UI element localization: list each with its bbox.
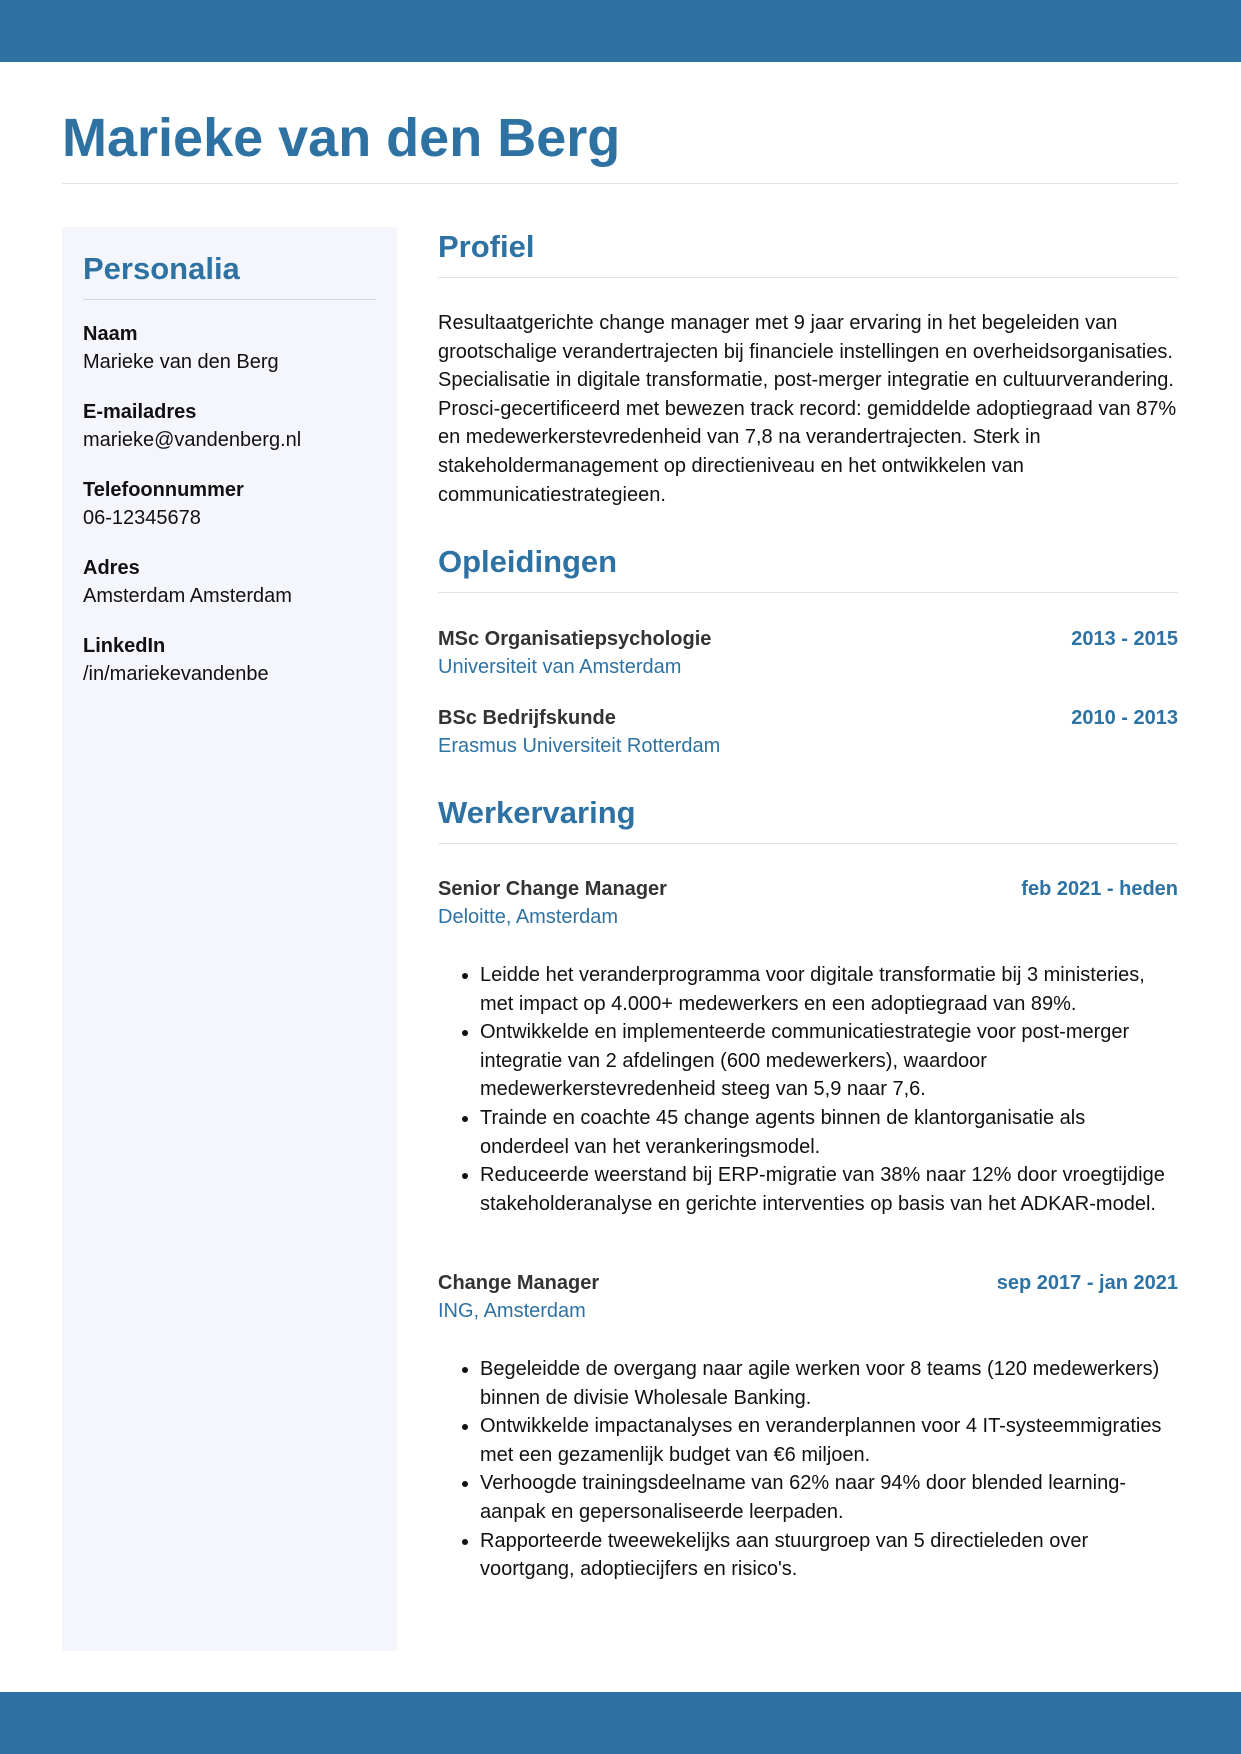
list-item: • Ontwikkelde impactanalyses en veranderplannen voor 4 IT-systeemmigraties met een gezamenlijk budget van €6 miljoen. [480,1412,1178,1469]
section-title-experience: Werkervaring [438,795,636,830]
list-item: • Reduceerde weerstand bij ERP-migratie van 38% naar 12% door vroegtijdige stakeholderanalyse en gerichte interventies op basis van het ADKAR-model. [480,1161,1178,1218]
field-value[interactable]: /in/mariekevandenbe [83,663,269,685]
sidebar-title: Personalia [83,251,240,286]
field-email [83,398,383,454]
field-label: E-mailadres [83,401,197,423]
field-label: Adres [83,557,140,579]
education-dates: 2010 - 2013 [1071,707,1178,729]
experience-dates: sep 2017 - jan 2021 [996,1272,1178,1294]
section-divider [438,277,1178,278]
profile-summary: Resultaatgerichte change manager met 9 jaar ervaring in het begeleiden van grootschalige verandertrajecten bij financiele instellingen en overheidsorganisaties. Specialisatie in digitale transformatie, post-merger integratie en cultuurverandering. Prosci-gecertificeerd met bewezen track record: gemiddelde adoptiegraad van 87% en medewerkerstevredenheid van 7,8 na verandertrajecten. Sterk in stakeholdermanagement op directieniveau en het ontwikkelen van communicatiestrategieen. [438,312,1177,506]
experience-bullets [438,1355,1178,1584]
section-title-profile: Profiel [438,229,535,264]
field-value: Marieke van den Berg [83,351,279,373]
list-item: • Trainde en coachte 45 change agents binnen de klantorganisatie als onderdeel van het verankeringsmodel. [480,1104,1178,1161]
experience-role: Senior Change Manager [438,878,667,900]
field-label: Telefoonnummer [83,479,244,501]
education-entry [438,704,1178,760]
field-label: LinkedIn [83,635,166,657]
experience-bullets [438,961,1178,1218]
education-entry [438,625,1178,681]
education-degree: MSc Organisatiepsychologie [438,628,712,650]
list-item: • Leidde het veranderprogramma voor digitale transformatie bij 3 ministeries, met impact op 4.000+ medewerkers en een adoptiegraad van 89%. [480,961,1178,1018]
sidebar-divider [83,299,376,300]
list-item: • Begeleidde de overgang naar agile werken voor 8 teams (120 medewerkers) binnen de divisie Wholesale Banking. [480,1355,1178,1412]
top-banner [0,0,1241,62]
experience-company: Deloitte, Amsterdam [438,906,619,928]
list-item: • Rapporteerde tweewekelijks aan stuurgroep van 5 directieleden over voortgang, adoptiecijfers en risico's. [480,1527,1178,1584]
list-item: • Ontwikkelde en implementeerde communicatiestrategie voor post-merger integratie van 2 afdelingen (600 medewerkers), waardoor medewerkerstevredenheid steeg van 5,9 naar 7,6. [480,1018,1178,1104]
field-address [83,554,383,610]
field-value: 06-12345678 [83,507,201,529]
candidate-name: Marieke van den Berg [62,108,621,168]
field-linkedin [83,632,383,688]
field-phone [83,476,383,532]
name-divider [62,183,1178,184]
section-divider [438,592,1178,593]
experience-role: Change Manager [438,1272,600,1294]
education-dates: 2013 - 2015 [1071,628,1178,650]
experience-company: ING, Amsterdam [438,1300,586,1322]
list-item: • Verhoogde trainingsdeelname van 62% naar 94% door blended learning-aanpak en gepersonaliseerde leerpaden. [480,1469,1178,1526]
experience-dates: feb 2021 - heden [1021,878,1178,900]
field-value: Amsterdam Amsterdam [83,585,292,607]
experience-entry [438,1269,1178,1325]
experience-entry [438,875,1178,931]
bottom-banner [0,1692,1241,1754]
section-title-education: Opleidingen [438,544,618,579]
field-value[interactable]: marieke@vandenberg.nl [83,429,302,451]
field-name [83,320,383,376]
field-label: Naam [83,323,138,345]
personal-details-sidebar [62,227,397,1651]
section-divider [438,843,1178,844]
education-school: Erasmus Universiteit Rotterdam [438,735,721,757]
education-school: Universiteit van Amsterdam [438,656,682,678]
education-degree: BSc Bedrijfskunde [438,707,616,729]
